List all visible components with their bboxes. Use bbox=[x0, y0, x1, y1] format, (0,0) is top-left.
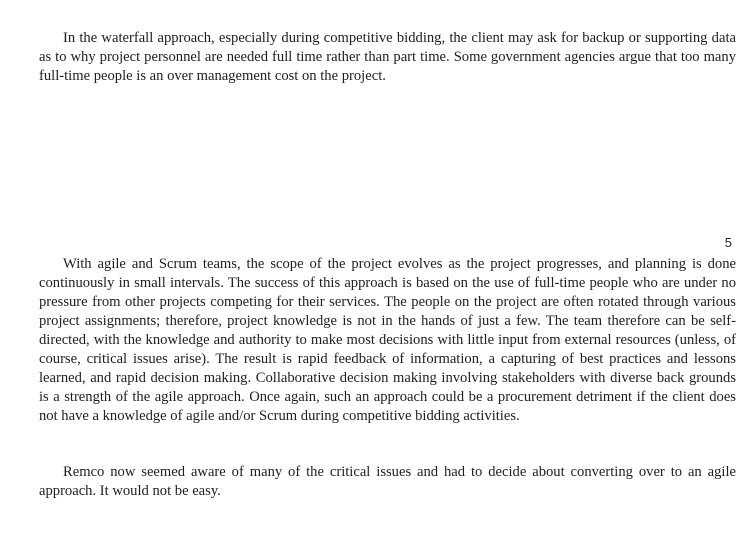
paragraph-waterfall: In the waterfall approach, especially during competitive bidding, the client may ask for backup or supporting data as to why project personnel are needed full time rather than part time. Some government agencies argue that too many full-time people is an over management cost on the project. bbox=[39, 30, 736, 84]
paragraph-agile-scrum: With agile and Scrum teams, the scope of the project evolves as the project progresses, and planning is done continuously in small intervals. The success of this approach is based on the use of full-time people who are under no pressure from other projects competing for their services. The people on the project are often rotated through various project assignments; therefore, project knowledge is not in the hands of just a few. The team therefore can be self-directed, with the knowledge and authority to make most decisions with little input from external resources (unless, of course, critical issues arise). The result is rapid feedback of information, a capturing of best practices and lessons learned, and rapid decision making. Collaborative decision making involving stakeholders with diverse back grounds is a strength of the agile approach. Once again, such an approach could be a procurement detriment if the client does not have a knowledge of agile and/or Scrum during competitive bidding activities. bbox=[39, 256, 736, 424]
paragraph-remco: Remco now seemed aware of many of the critical issues and had to decide about converting over to an agile approach. It would not be easy. bbox=[39, 464, 736, 499]
page-number: 5 bbox=[724, 235, 732, 250]
